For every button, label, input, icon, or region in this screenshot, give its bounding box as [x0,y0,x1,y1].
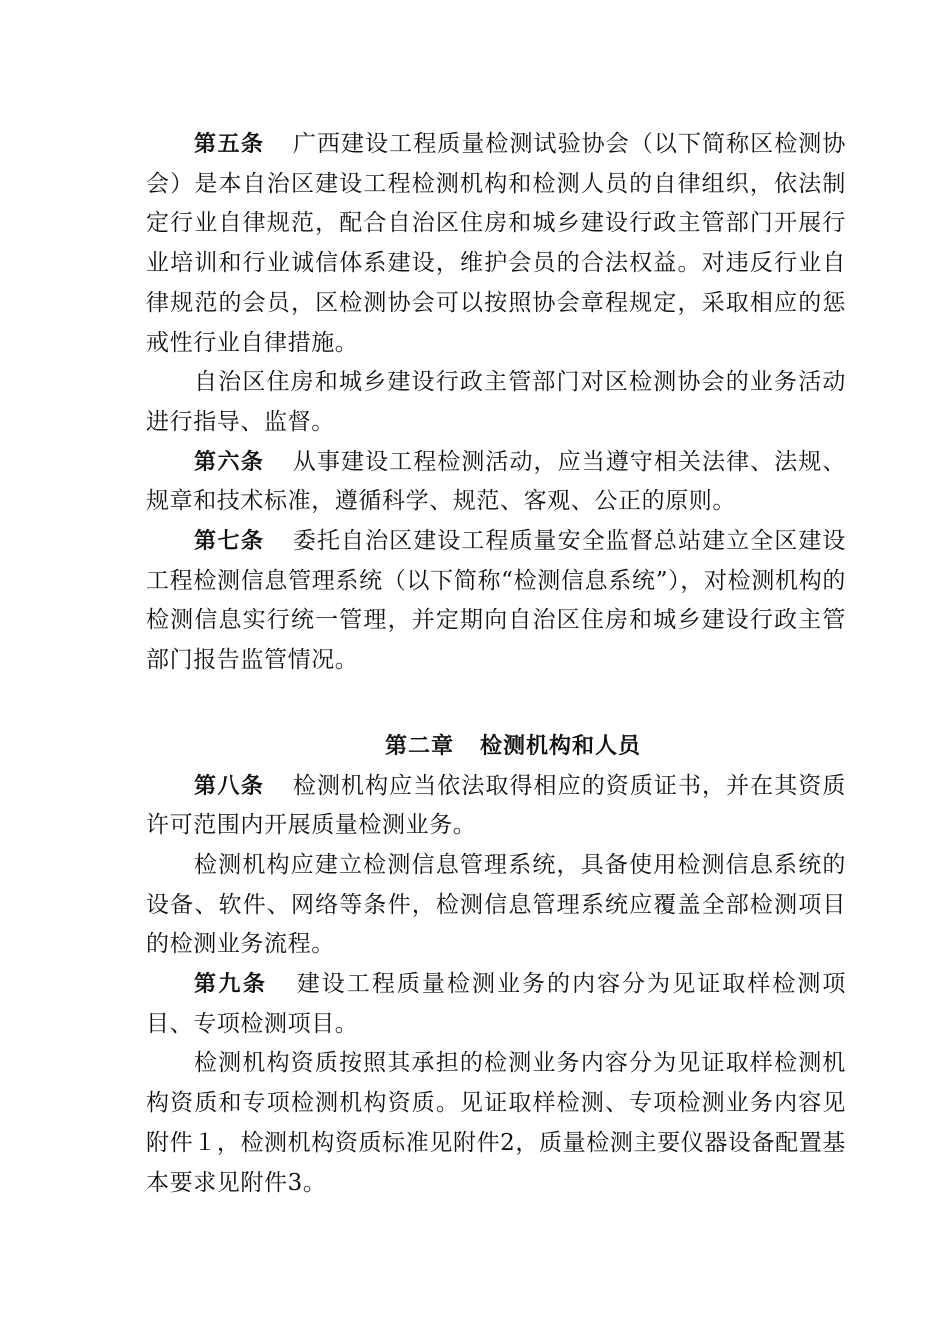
document-page [146,125,846,1203]
article-5-text-2: 自治区住房和城乡建设行政主管部门对区检测协会的业务活动进行指导、监督。 [146,369,846,435]
article-7-text: 委托自治区建设工程质量安全监督总站建立全区建设工程检测信息管理系统（以下简称“检测信息系统”），对检测机构的检测信息实行统一管理，并定期向自治区住房和城乡建设行政主管部门报告监管情况。 [146,528,846,674]
article-6-text: 从事建设工程检测活动，应当遵守相关法律、法规、规章和技术标准，遵循科学、规范、客观、公正的原则。 [146,448,846,515]
chapter-heading [146,727,846,767]
article-6-paragraph [146,443,846,522]
article-9-paragraph-2 [146,1044,846,1203]
article-8-text-2: 检测机构应建立检测信息管理系统，具备使用检测信息系统的设备、软件、网络等条件，检测信息管理系统应覆盖全部检测项目的检测业务流程。 [146,851,846,958]
article-9-text-2: 检测机构资质按照其承担的检测业务内容分为见证取样检测机构资质和专项检测机构资质。见证取样检测、专项检测业务内容见附件１，检测机构资质标准见附件2，质量检测主要仪器设备配置基本要求见附件3。 [146,1050,846,1196]
article-5-label: 第五条 [194,132,265,157]
article-7-label: 第七条 [194,529,265,555]
article-9-paragraph-1 [146,965,846,1044]
chapter-title: 检测机构和人员 [480,733,642,759]
article-5-paragraph-2 [146,363,846,442]
article-5-text-1: 广西建设工程质量检测试验协会（以下简称区检测协会）是本自治区建设工程检测机构和检测人员的自律组织，依法制定行业自律规范，配合自治区住房和城乡建设行政主管部门开展行业培训和行业诚信体系建设，维护会员的合法权益。对违反行业自律规范的会员，区检测协会可以按照协会章程规定，采取相应的惩戒性行业自律措施。 [146,131,846,356]
article-5-paragraph-1 [146,125,846,363]
article-7-paragraph [146,522,846,681]
article-9-text-1: 建设工程质量检测业务的内容分为见证取样检测项目、专项检测项目。 [146,971,846,1037]
article-9-label: 第九条 [194,972,268,998]
article-6-label: 第六条 [194,449,265,475]
article-8-paragraph-1 [146,767,846,846]
chapter-number: 第二章 [384,733,454,759]
article-8-paragraph-2 [146,846,846,965]
article-8-text-1: 检测机构应当依法取得相应的资质证书，并在其资质许可范围内开展质量检测业务。 [146,772,846,839]
article-8-label: 第八条 [194,773,265,799]
